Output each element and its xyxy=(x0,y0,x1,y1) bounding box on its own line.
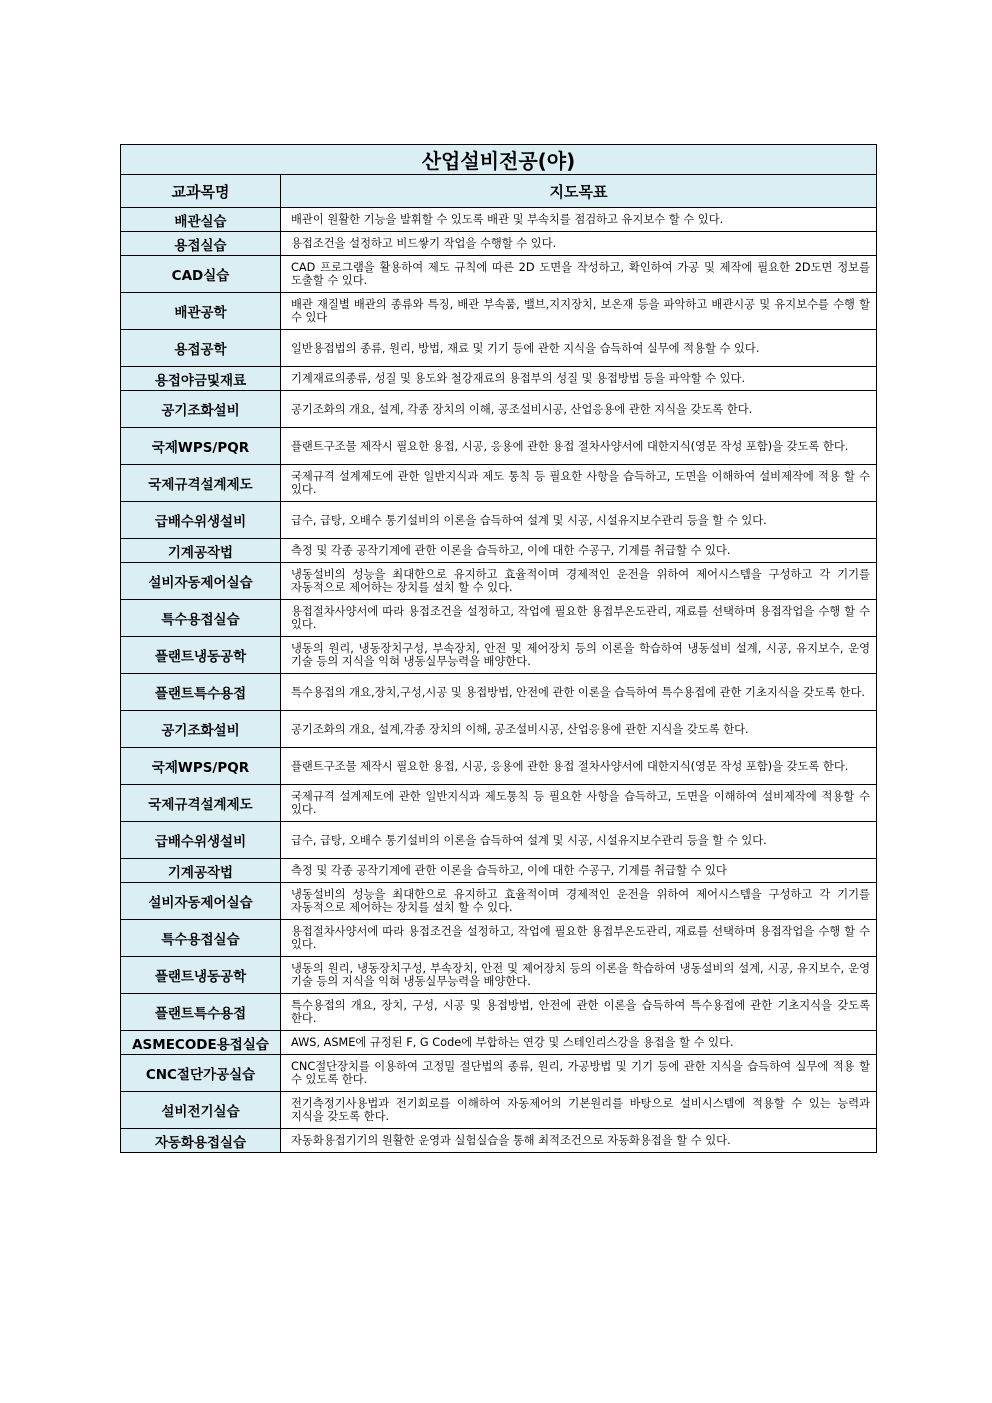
goal-text: 플랜트구조물 제작시 필요한 용접, 시공, 응용에 관한 용접 절차사양서에 대한지식(영문 작성 포함)을 갖도록 한다. xyxy=(281,428,877,465)
table-row xyxy=(121,711,877,748)
goal-text: 국제규격 설계제도에 관한 일반지식과 제도 통칙 등 필요한 사항을 습득하고, 도면을 이해하여 설비제작에 적용 할 수 있다. xyxy=(281,465,877,502)
table-row xyxy=(121,920,877,957)
table-row xyxy=(121,748,877,785)
subject-name: 국제규격설계제도 xyxy=(121,785,281,822)
subject-name: 플랜트냉동공학 xyxy=(121,637,281,674)
subject-name: 설비전기실습 xyxy=(121,1092,281,1129)
subject-name: 공기조화설비 xyxy=(121,391,281,428)
subject-column-header: 교과목명 xyxy=(121,175,281,208)
subject-name: 국제WPS/PQR xyxy=(121,748,281,785)
table-row xyxy=(121,1092,877,1129)
subject-name: 플랜트특수용접 xyxy=(121,994,281,1031)
table-row xyxy=(121,822,877,859)
table-body xyxy=(121,208,877,1153)
subject-name: 배관실습 xyxy=(121,208,281,232)
subject-name: 용접야금및재료 xyxy=(121,367,281,391)
subject-name: 배관공학 xyxy=(121,293,281,330)
goal-text: 특수용접의 개요,장치,구성,시공 및 용접방법, 안전에 관한 이론을 습득하여 특수용접에 관한 기초지식을 갖도록 한다. xyxy=(281,674,877,711)
goal-text: 일반용접법의 종류, 원리, 방법, 재료 및 기기 등에 관한 지식을 습득하여 실무에 적용할 수 있다. xyxy=(281,330,877,367)
goal-text: 냉동설비의 성능을 최대한으로 유지하고 효율적이며 경제적인 운전을 위하여 제어시스템을 구성하고 각 기기를 자동적으로 제어하는 장치를 설치 할 수 있다. xyxy=(281,883,877,920)
goal-text: 국제규격 설계제도에 관한 일반지식과 제도통칙 등 필요한 사항을 습득하고, 도면을 이해하여 설비제작에 적용할 수 있다. xyxy=(281,785,877,822)
goal-text: 전기측정기사용법과 전기회로를 이해하여 자동제어의 기본원리를 바탕으로 설비시스템에 적용할 수 있는 능력과 지식을 갖도록 한다. xyxy=(281,1092,877,1129)
subject-name: 설비자동제어실습 xyxy=(121,883,281,920)
goal-text: AWS, ASME에 규정된 F, G Code에 부합하는 연강 및 스테인리스강을 용접을 할 수 있다. xyxy=(281,1031,877,1055)
subject-name: 국제WPS/PQR xyxy=(121,428,281,465)
table-row xyxy=(121,502,877,539)
goal-text: 측정 및 각종 공작기계에 관한 이론을 습득하고, 이에 대한 수공구, 기계를 취급할 수 있다 xyxy=(281,859,877,883)
goal-text: 공기조화의 개요, 설계,각종 장치의 이해, 공조설비시공, 산업응용에 관한 지식을 갖도록 한다. xyxy=(281,711,877,748)
goal-text: 냉동의 원리, 냉동장치구성, 부속장치, 안전 및 제어장치 등의 이론을 학습하여 냉동설비의 설계, 시공, 유지보수, 운영 기술 등의 지식을 익혀 냉동실무능력을 배양한다. xyxy=(281,957,877,994)
subject-name: 국제규격설계제도 xyxy=(121,465,281,502)
goal-text: 냉동의 원리, 냉동장치구성, 부속장치, 안전 및 제어장치 등의 이론을 학습하여 냉동설비 설계, 시공, 유지보수, 운영 기술 등의 지식을 익혀 냉동실무능력을 배양한다. xyxy=(281,637,877,674)
goal-text: 용접조건을 설정하고 비드쌓기 작업을 수행할 수 있다. xyxy=(281,232,877,256)
subject-name: 용접공학 xyxy=(121,330,281,367)
table-row xyxy=(121,232,877,256)
table-row xyxy=(121,637,877,674)
table-row xyxy=(121,600,877,637)
table-row xyxy=(121,208,877,232)
table-row xyxy=(121,994,877,1031)
title-row xyxy=(121,145,877,175)
subject-name: CNC절단가공실습 xyxy=(121,1055,281,1092)
header-row xyxy=(121,175,877,208)
goal-text: 측정 및 각종 공작기계에 관한 이론을 습득하고, 이에 대한 수공구, 기계를 취급할 수 있다. xyxy=(281,539,877,563)
subject-name: 용접실습 xyxy=(121,232,281,256)
subject-name: 자동화용접실습 xyxy=(121,1129,281,1153)
goal-text: 용접절차사양서에 따라 용접조건을 설정하고, 작업에 필요한 용접부온도관리, 재료를 선택하며 용접작업을 수행 할 수 있다. xyxy=(281,920,877,957)
table-row xyxy=(121,539,877,563)
table-title: 산업설비전공(야) xyxy=(121,145,877,175)
goal-text: CAD 프로그램을 활용하여 제도 규칙에 따른 2D 도면을 작성하고, 확인하여 가공 및 제작에 필요한 2D도면 정보를 도출할 수 있다. xyxy=(281,256,877,293)
goal-text: 용접절차사양서에 따라 용접조건을 설정하고, 작업에 필요한 용접부온도관리, 재료를 선택하며 용접작업을 수행 할 수 있다. xyxy=(281,600,877,637)
goal-text: 자동화용접기기의 원활한 운영과 실험실습을 통해 최적조건으로 자동화용접을 할 수 있다. xyxy=(281,1129,877,1153)
subject-name: CAD실습 xyxy=(121,256,281,293)
subject-name: 플랜트특수용접 xyxy=(121,674,281,711)
table-row xyxy=(121,883,877,920)
goal-text: 특수용접의 개요, 장치, 구성, 시공 및 용접방법, 안전에 관한 이론을 습득하여 특수용접에 관한 기초지식을 갖도록 한다. xyxy=(281,994,877,1031)
table-row xyxy=(121,293,877,330)
table-row xyxy=(121,957,877,994)
subject-name: 설비자동제어실습 xyxy=(121,563,281,600)
subject-name: 기계공작법 xyxy=(121,539,281,563)
table-row xyxy=(121,859,877,883)
table-row xyxy=(121,674,877,711)
subject-name: 공기조화설비 xyxy=(121,711,281,748)
subject-name: 기계공작법 xyxy=(121,859,281,883)
subject-name: ASMECODE용접실습 xyxy=(121,1031,281,1055)
table-row xyxy=(121,563,877,600)
subject-name: 특수용접실습 xyxy=(121,920,281,957)
goal-text: 배관이 원활한 기능을 발휘할 수 있도록 배관 및 부속치를 점검하고 유지보수 할 수 있다. xyxy=(281,208,877,232)
goal-text: 급수, 급탕, 오배수 통기설비의 이론을 습득하여 설계 및 시공, 시설유지보수관리 등을 할 수 있다. xyxy=(281,502,877,539)
table-row xyxy=(121,785,877,822)
table-row xyxy=(121,256,877,293)
table-row xyxy=(121,1031,877,1055)
table-row xyxy=(121,428,877,465)
goal-text: 급수, 급탕, 오배수 통기설비의 이론을 습득하여 설계 및 시공, 시설유지보수관리 등을 할 수 있다. xyxy=(281,822,877,859)
goal-text: 냉동설비의 성능을 최대한으로 유지하고 효율적이며 경제적인 운전을 위하여 제어시스템을 구성하고 각 기기를 자동적으로 제어하는 장치를 설치 할 수 있다. xyxy=(281,563,877,600)
subject-name: 급배수위생설비 xyxy=(121,822,281,859)
goal-column-header: 지도목표 xyxy=(281,175,877,208)
table-row xyxy=(121,1129,877,1153)
subject-name: 급배수위생설비 xyxy=(121,502,281,539)
table-row xyxy=(121,367,877,391)
subject-name: 플랜트냉동공학 xyxy=(121,957,281,994)
goal-text: 플랜트구조물 제작시 필요한 용접, 시공, 응용에 관한 용접 절차사양서에 대한지식(영문 작성 포함)을 갖도록 한다. xyxy=(281,748,877,785)
curriculum-table xyxy=(120,144,877,1153)
table-row xyxy=(121,330,877,367)
goal-text: 공기조화의 개요, 설계, 각종 장치의 이해, 공조설비시공, 산업응용에 관한 지식을 갖도록 한다. xyxy=(281,391,877,428)
goal-text: CNC절단장치를 이용하여 고정밀 절단법의 종류, 원리, 가공방법 및 기기 등에 관한 지식을 습득하여 실무에 적용 할 수 있도록 한다. xyxy=(281,1055,877,1092)
table-row xyxy=(121,465,877,502)
table-row xyxy=(121,1055,877,1092)
subject-name: 특수용접실습 xyxy=(121,600,281,637)
goal-text: 배관 재질별 배관의 종류와 특징, 배관 부속품, 밸브,지지장치, 보온재 등을 파악하고 배관시공 및 유지보수를 수행 할 수 있다 xyxy=(281,293,877,330)
goal-text: 기계재료의종류, 성질 및 용도와 철강재료의 용접부의 성질 및 용접방법 등을 파악할 수 있다. xyxy=(281,367,877,391)
table-row xyxy=(121,391,877,428)
